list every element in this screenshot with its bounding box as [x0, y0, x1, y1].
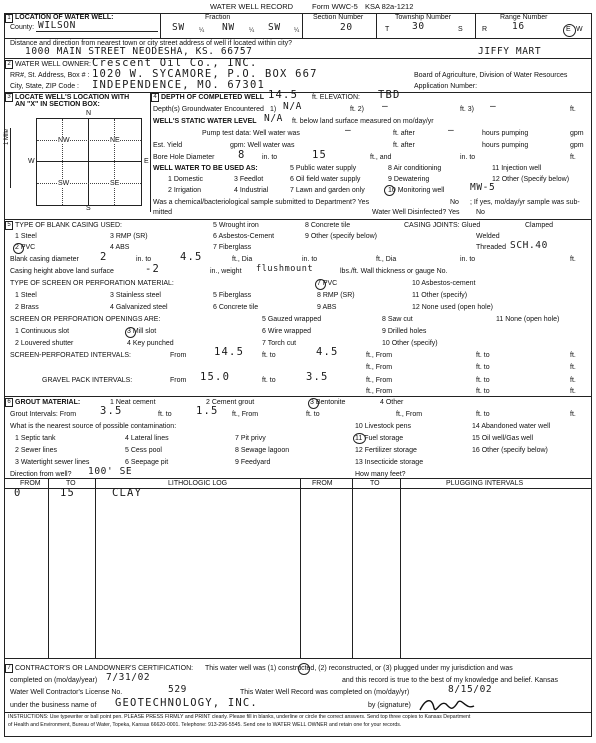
range-number: 16 — [512, 21, 525, 32]
log-row-from: 0 — [14, 487, 22, 499]
distance-label: Distance and direction from nearest town or city street address of well if located within city? — [10, 40, 293, 47]
range-w: W — [576, 26, 583, 33]
weight-value: flushmount — [256, 264, 314, 274]
screen-to: 4.5 — [316, 346, 339, 358]
log-row-desc: CLAY — [112, 487, 143, 499]
county-value: WILSON — [38, 20, 76, 31]
owner-label: WATER WELL OWNER: — [15, 61, 91, 68]
casing-height: -2 — [145, 263, 161, 275]
record-date: 8/15/02 — [448, 684, 493, 695]
county-label: County: — [10, 24, 35, 31]
bore-to: 15 — [312, 149, 328, 161]
address-value: 1000 MAIN STREET NEODESHA, KS. 66757 — [25, 46, 253, 57]
township-label: Township Number — [395, 14, 452, 21]
quarter-2: NW — [222, 22, 235, 33]
rr-value: 1020 W. SYCAMORE, P.O. BOX 667 — [92, 68, 318, 80]
bore-diameter: 8 — [238, 149, 246, 161]
section-1-number: 1 — [5, 14, 13, 23]
section-number: 20 — [340, 22, 353, 33]
city-value: INDEPENDENCE, MO. 67301 — [92, 79, 265, 91]
board-text: Board of Agriculture, Division of Water Resources — [414, 72, 568, 79]
rr-label: RR#, St. Address, Box # : — [10, 72, 90, 79]
ew-circle — [563, 24, 576, 37]
depth-value: 14.5 — [268, 89, 299, 101]
range-e: E — [566, 26, 571, 33]
s1-title: LOCATION OF WATER WELL: — [15, 14, 114, 21]
instructions-line-1: INSTRUCTIONS: Use typewriter or ball point pen. PLEASE PRESS FIRMLY and PRINT clearly. Please fill in blanks, underline or circle the correct answers. Send top three copies to Kansas Department — [8, 714, 471, 720]
s3-title: LOCATE WELL'S LOCATION WITH — [15, 94, 130, 101]
depth-label: DEPTH OF COMPLETED WELL — [161, 94, 265, 101]
owner-value: Crescent Oil Co., INC. — [92, 57, 258, 69]
groundwater-1: N/A — [283, 101, 302, 112]
frame-right — [591, 13, 592, 737]
city-label: City, State, ZIP Code : — [10, 83, 79, 90]
business-name: GEOTECHNOLOGY, INC. — [115, 697, 258, 709]
frame-bottom — [4, 736, 592, 737]
gravel-to: 3.5 — [306, 371, 329, 383]
township-number: 30 — [412, 21, 425, 32]
s3-title2: AN "X" IN SECTION BOX: — [15, 101, 100, 108]
fraction-label: Fraction — [205, 14, 231, 21]
section-number-label: Section Number — [313, 14, 364, 21]
log-row-to: 15 — [60, 487, 76, 499]
grout-to: 1.5 — [196, 405, 219, 417]
place-value: JIFFY MART — [478, 46, 542, 57]
elevation-value: TBD — [378, 89, 401, 101]
frame-left — [4, 13, 5, 737]
license-number: 529 — [168, 684, 187, 695]
blank-to: 4.5 — [180, 251, 203, 263]
quarter-3: SW — [268, 22, 281, 33]
gravel-from: 15.0 — [200, 371, 231, 383]
instructions-line-2: of Health and Environment, Bureau of Water, Topeka, Kansas 66620-0001. Telephone: 913-296-5545. Send one to WATER WELL OWNER and retain one for your records. — [8, 722, 402, 728]
range-label: Range Number — [500, 14, 548, 21]
static-level: N/A — [264, 113, 283, 124]
completed-date: 7/31/02 — [106, 672, 151, 683]
blank-diameter: 2 — [100, 251, 108, 263]
quarter-1: SW — [172, 22, 185, 33]
grout-from: 3.5 — [100, 405, 123, 417]
form-number: Form WWC-5 — [312, 2, 358, 11]
section-box[interactable]: NW NE SW SE — [36, 118, 142, 206]
monitoring-id: MW-5 — [470, 182, 496, 193]
mile-label: 1 Mile — [4, 128, 10, 145]
application-label: Application Number: — [414, 83, 478, 90]
screen-from: 14.5 — [214, 346, 245, 358]
threaded-spec: SCH.40 — [510, 240, 548, 251]
ksa-ref: KSA 82a-1212 — [365, 2, 414, 11]
form-title: WATER WELL RECORD — [210, 2, 294, 11]
direction-value: 100' SE — [88, 466, 133, 477]
monitoring-circle — [384, 185, 395, 196]
